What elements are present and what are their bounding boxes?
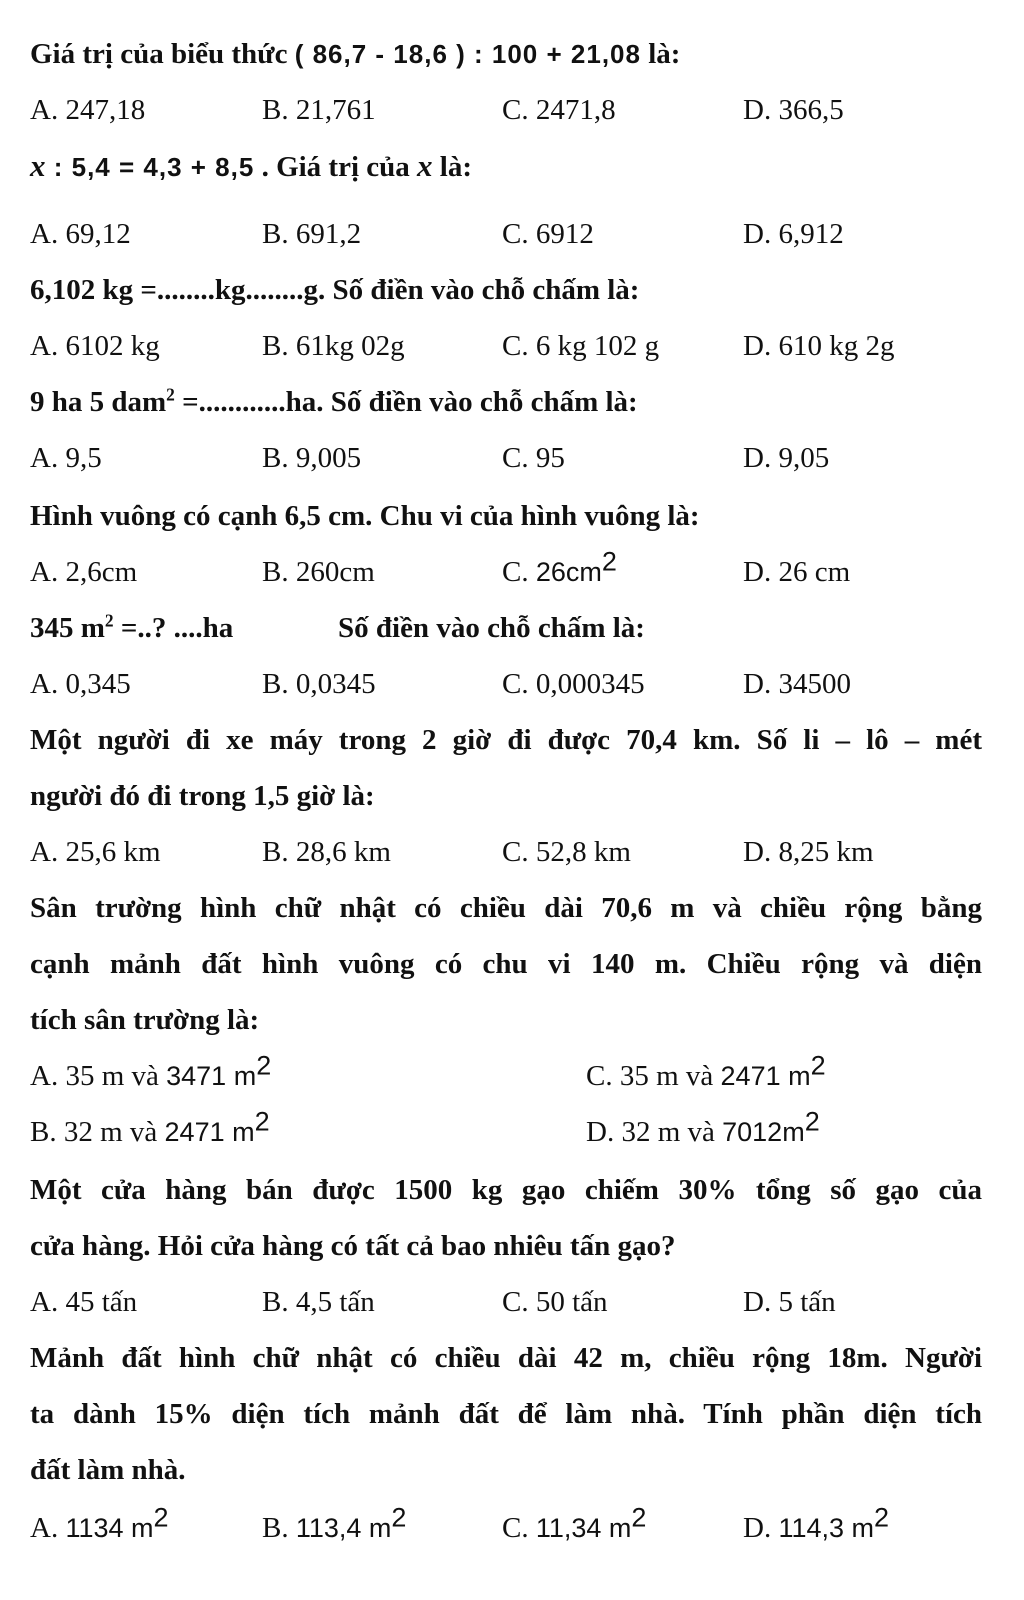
- question-3: 6,102 kg =........kg........g. Số điền vào chỗ chấm là:: [30, 274, 640, 306]
- question-4: 9 ha 5 dam$^2$ =............ha. Số điền vào chỗ chấm là:: [30, 384, 638, 418]
- option-b: B. 113,4 $m^2$: [262, 1502, 407, 1544]
- option-a: A. 25,6 km: [30, 836, 161, 868]
- option-c: C. 6912: [502, 218, 594, 250]
- question-5: Hình vuông có cạnh 6,5 cm. Chu vi của hình vuông là:: [30, 500, 700, 532]
- question-10-line-1: Mảnh đất hình chữ nhật có chiều dài 42 m, chiều rộng 18m. Người: [30, 1342, 982, 1374]
- option-a: A. 247,18: [30, 94, 146, 126]
- option-a: A. 2,6cm: [30, 556, 138, 588]
- option-c: C. 2471,8: [502, 94, 616, 126]
- option-d: D. 6,912: [743, 218, 844, 250]
- option-b: B. 32 m và 2471 $m^2$: [30, 1106, 270, 1148]
- question-8-line-2: cạnh mảnh đất hình vuông có chu vi 140 m. Chiều rộng và diện: [30, 948, 982, 980]
- option-a: A. 69,12: [30, 218, 131, 250]
- option-c: C. 95: [502, 442, 565, 474]
- option-b: B. 0,0345: [262, 668, 376, 700]
- option-c: C. 6 kg 102 g: [502, 330, 660, 362]
- option-b: B. 61kg 02g: [262, 330, 405, 362]
- question-9-line-1: Một cửa hàng bán được 1500 kg gạo chiếm 30% tổng số gạo của: [30, 1174, 982, 1206]
- option-c: C. 52,8 km: [502, 836, 631, 868]
- option-a: A. 0,345: [30, 668, 131, 700]
- expression: : 5,4 = 4,3 + 8,5: [45, 152, 255, 182]
- option-d: D. 5 tấn: [743, 1286, 836, 1318]
- option-d: D. 26 cm: [743, 556, 851, 588]
- option-c: C. $26cm^2$: [502, 546, 617, 588]
- option-a: A. 6102 kg: [30, 330, 160, 362]
- option-d: D. 366,5: [743, 94, 844, 126]
- question-1: Giá trị của biểu thức ( 86,7 - 18,6 ) : 100 + 21,08 là:: [30, 38, 681, 70]
- option-b: B. 21,761: [262, 94, 376, 126]
- option-a: A. 1134 $m^2$: [30, 1502, 169, 1544]
- option-d: D. 9,05: [743, 442, 830, 474]
- option-a: A. 45 tấn: [30, 1286, 138, 1318]
- option-b: B. 260cm: [262, 556, 375, 588]
- question-8-line-3: tích sân trường là:: [30, 1004, 260, 1036]
- question-7-line-2: người đó đi trong 1,5 giờ là:: [30, 780, 375, 812]
- question-7-line-1: Một người đi xe máy trong 2 giờ đi được 70,4 km. Số li – lô – mét: [30, 724, 982, 756]
- question-6: 345 $m^2$ =..? ....ha Số điền vào chỗ chấm là:: [30, 610, 645, 644]
- option-b: B. 9,005: [262, 442, 362, 474]
- option-d: D. 8,25 km: [743, 836, 874, 868]
- question-8-line-1: Sân trường hình chữ nhật có chiều dài 70,6 m và chiều rộng bằng: [30, 892, 982, 924]
- option-c: C. 0,000345: [502, 668, 645, 700]
- expression: ( 86,7 - 18,6 ) : 100 + 21,08: [294, 39, 641, 69]
- question-10-line-2: ta dành 15% diện tích mảnh đất để làm nhà. Tính phần diện tích: [30, 1398, 982, 1430]
- option-b: B. 691,2: [262, 218, 362, 250]
- option-c: C. 35 m và 2471 $m^2$: [586, 1050, 826, 1092]
- option-c: C. 50 tấn: [502, 1286, 608, 1318]
- option-c: C. 11,34 $m^2$: [502, 1502, 647, 1544]
- option-b: B. 4,5 tấn: [262, 1286, 375, 1318]
- option-d: D. 114,3 $m^2$: [743, 1502, 890, 1544]
- option-a: A. 35 m và 3471 $m^2$: [30, 1050, 272, 1092]
- option-d: D. 32 m và $7012m^2$: [586, 1106, 820, 1148]
- question-9-line-2: cửa hàng. Hỏi cửa hàng có tất cả bao nhiêu tấn gạo?: [30, 1230, 676, 1262]
- option-a: A. 9,5: [30, 442, 102, 474]
- question-10-line-3: đất làm nhà.: [30, 1454, 186, 1486]
- option-d: D. 34500: [743, 668, 851, 700]
- question-2: x : 5,4 = 4,3 + 8,5 . Giá trị của x là:: [30, 148, 472, 183]
- option-b: B. 28,6 km: [262, 836, 391, 868]
- option-d: D. 610 kg 2g: [743, 330, 895, 362]
